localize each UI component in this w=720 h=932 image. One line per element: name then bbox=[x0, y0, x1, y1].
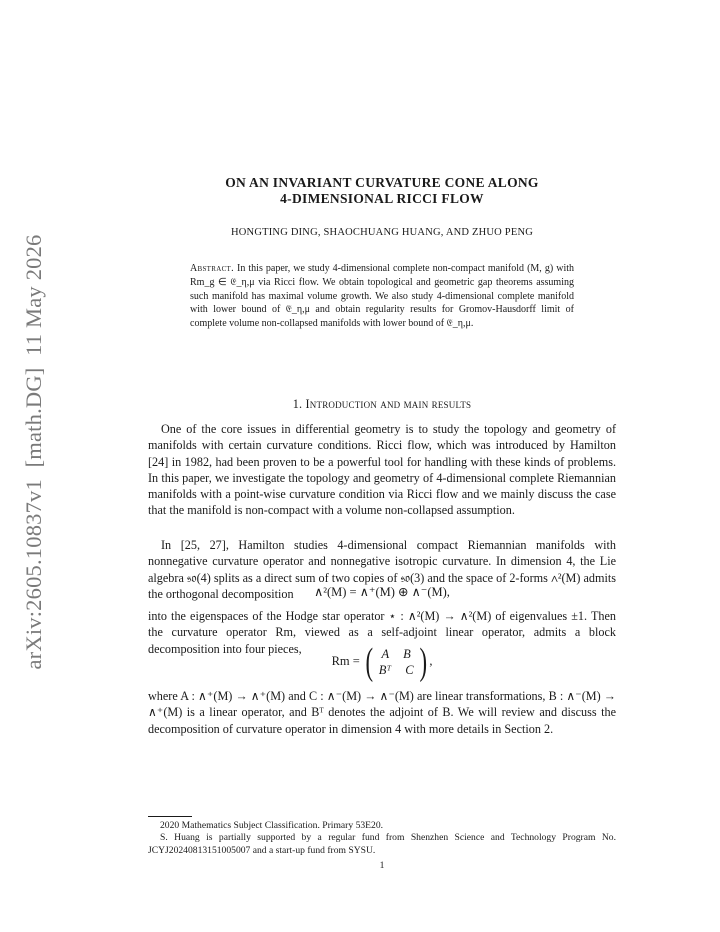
paper-title bbox=[148, 175, 616, 207]
title-line-1: ON AN INVARIANT CURVATURE CONE ALONG bbox=[225, 175, 539, 190]
abstract-text: In this paper, we study 4-dimensional complete non-compact manifold (M, g) with Rm_g ∈ 𝔈_η,μ via Ricci flow. We obtain topological and geometric gap theorems assuming such manifold has maximal volume growth. We also study 4-dimensional complete manifold with lower bound of 𝔈_η,μ and obtain regularity results for Gromov-Hausdorff limit of complete volume non-collapsed manifolds with lower bound of 𝔈_η,μ. bbox=[190, 263, 575, 330]
right-paren: ) bbox=[419, 641, 427, 683]
paragraph-4-text: where A : ∧⁺(M) → ∧⁺(M) and C : ∧⁻(M) → ∧⁻(M) are linear transformations, B : ∧⁻(M) → ∧⁺(M) is a linear operator, and Bᵀ denotes the adjoint of B. We will review and discuss the decomposition of curvature operator in dimension 4 with more details in Section 2. bbox=[148, 689, 616, 736]
footnotes bbox=[148, 820, 616, 857]
paragraph-2-text: In [25, 27], Hamilton studies 4-dimensional compact Riemannian manifolds with nonnegative curvature operator and nonnegative isotropic curvature. In dimension 4, the Lie algebra 𝔰𝔬(4) splits as a direct sum of two copies of 𝔰𝔬(3) and the space of 2-forms ∧²(M) admits the orthogonal decomposition bbox=[148, 538, 616, 601]
footnote-rule bbox=[148, 816, 192, 817]
section-heading: 1. Introduction and main results bbox=[292, 397, 472, 411]
equation-decomposition: ∧²(M) = ∧⁺(M) ⊕ ∧⁻(M), bbox=[314, 585, 450, 599]
paragraph-3-text: into the eigenspaces of the Hodge star operator ⋆ : ∧²(M) → ∧²(M) of eigenvalues ±1. Then the curvature operator Rm, viewed as a self-adjoint linear operator, admits a block decomposition into four pieces, bbox=[148, 609, 616, 656]
arxiv-stamp: arXiv:2605.10837v1 [math.DG] 11 May 2026 bbox=[21, 234, 46, 670]
equation-lhs: Rm = bbox=[331, 653, 360, 668]
matrix-b: B bbox=[403, 647, 411, 661]
matrix-c: Bᵀ bbox=[378, 663, 392, 677]
paragraph-1 bbox=[148, 421, 616, 519]
footnote-funding: S. Huang is partially supported by a regular fund from Shenzhen Science and Technology Program No. JCYJ20240813151005007 and a start-up fund from SYSU. bbox=[148, 832, 616, 856]
title-line-2: 4-DIMENSIONAL RICCI FLOW bbox=[280, 191, 484, 206]
equation-tail: , bbox=[429, 653, 433, 668]
author-list: HONGTING DING, SHAOCHUANG HUANG, AND ZHUO PENG bbox=[230, 227, 534, 238]
page-number: 1 bbox=[379, 860, 385, 871]
paragraph-1-text: One of the core issues in differential geometry is to study the topology and geometry of manifolds with certain curvature conditions. Ricci flow, which was introduced by Hamilton [24] in 1982, had been proven to be a powerful tool for handling with these kinds of problems. In this paper, we investigate the topology and geometry of 4-dimensional complete Riemannian manifolds with a point-wise curvature condition via Ricci flow and we mainly discuss the case that the manifold is non-compact with a volume non-collapsed assumption. bbox=[148, 422, 616, 518]
equation-block-matrix bbox=[148, 640, 616, 684]
abstract-label: Abstract. bbox=[190, 263, 234, 274]
footnote-msc: 2020 Mathematics Subject Classification. Primary 53E20. bbox=[160, 820, 384, 831]
matrix-d: C bbox=[405, 663, 414, 677]
abstract bbox=[190, 262, 574, 331]
left-paren: ( bbox=[365, 641, 374, 683]
matrix-a: A bbox=[381, 647, 390, 661]
curvature-matrix bbox=[379, 646, 414, 678]
paragraph-4 bbox=[148, 688, 616, 737]
